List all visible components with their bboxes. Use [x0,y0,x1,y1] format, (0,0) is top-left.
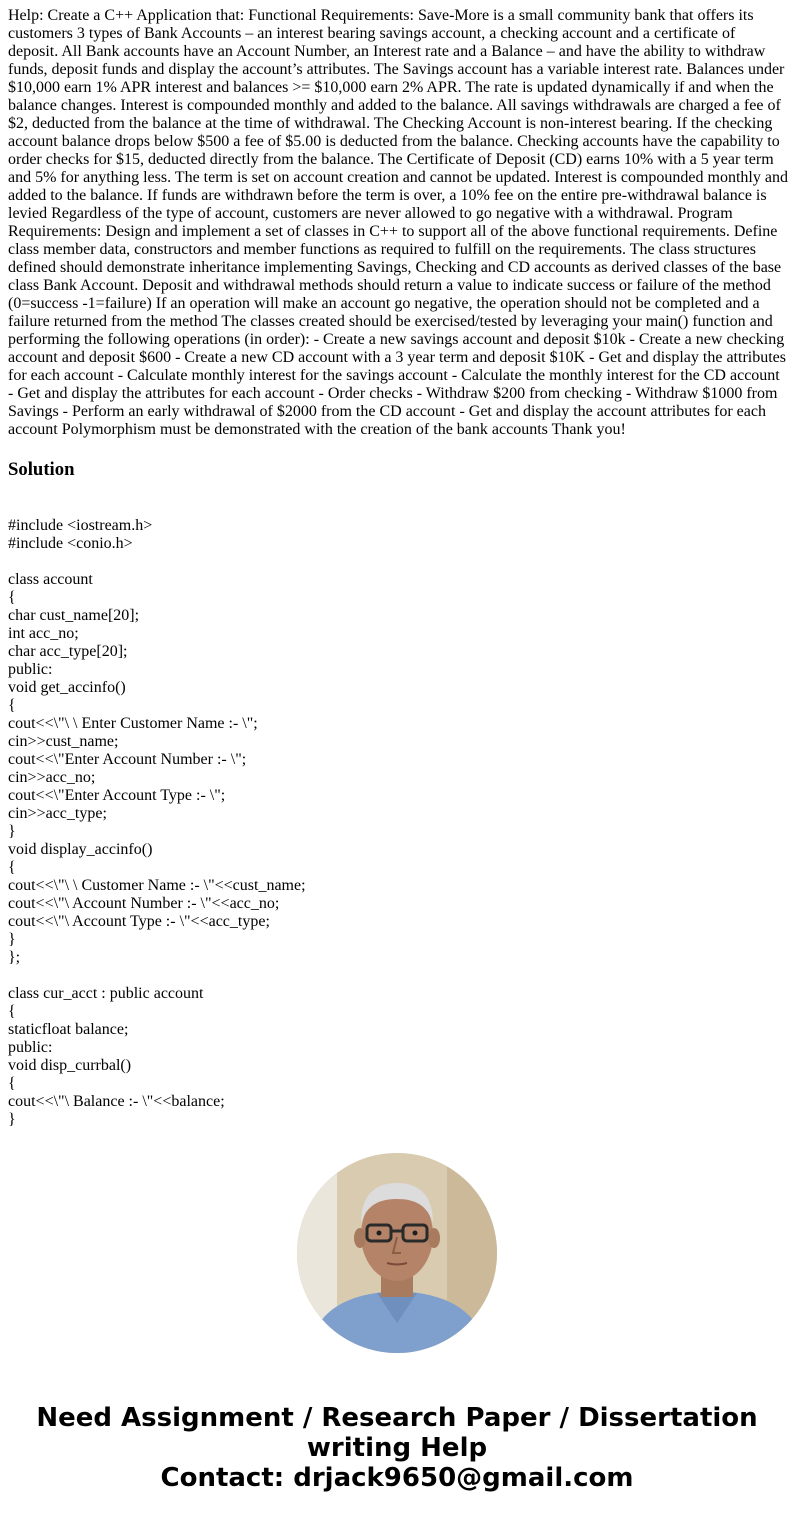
code-line: #include <iostream.h> [8,517,153,534]
code-line: cout<<\"\ Account Number :- \"<<acc_no; [8,895,280,912]
code-line: cin>>acc_type; [8,805,107,822]
code-line: cout<<\"\ \ Enter Customer Name :- \"; [8,715,258,732]
solution-heading: Solution [8,459,75,480]
code-line: cout<<\"\ \ Customer Name :- \"<<cust_name; [8,877,306,894]
code-line: cin>>acc_no; [8,769,96,786]
code-line: int acc_no; [8,625,79,642]
code-line [8,967,788,985]
code-line: void get_accinfo() [8,679,126,696]
code-line: char acc_type[20]; [8,643,128,660]
code-line: cout<<\"\ Balance :- \"<<balance; [8,1093,225,1110]
code-line: void display_accinfo() [8,841,153,858]
code-line: class cur_acct : public account [8,985,204,1002]
code-line: } [8,1111,16,1128]
code-line: } [8,823,16,840]
code-line: cout<<\"Enter Account Number :- \"; [8,751,247,768]
code-line: cout<<\"Enter Account Type :- \"; [8,787,226,804]
code-line: char cust_name[20]; [8,607,140,624]
code-line: { [8,1003,16,1020]
code-line: staticfloat balance; [8,1021,129,1038]
code-line: class account [8,571,93,588]
code-line: { [8,859,16,876]
promo-contact[interactable]: Contact: drjack9650@gmail.com [160,1463,634,1493]
promo-line-1: Need Assignment / Research Paper / Dissertation [36,1403,758,1433]
code-line: public: [8,661,53,678]
promo-banner [0,1403,794,1493]
solution-code [8,517,788,1129]
author-photo [297,1153,497,1353]
code-line: { [8,589,16,606]
code-line: #include <conio.h> [8,535,133,552]
code-line: { [8,697,16,714]
author-avatar [297,1153,497,1353]
question-text: Help: Create a C++ Application that: Functional Requirements: Save-More is a small community bank that offers its customers 3 types of Bank Accounts – an interest bearing savings account, a checking account and a certificate of deposit. All Bank accounts have an Account Number, an Interest rate and a Balance – and have the ability to withdraw funds, deposit funds and display the account’s attributes. The Savings account has a variable interest rate. Balances under $10,000 earn 1% APR interest and balances >= $10,000 earn 2% APR. The rate is updated dynamically if and when the balance changes. Interest is compounded monthly and added to the balance. All savings withdrawals are charged a fee of $2, deducted from the balance at the time of withdrawal. The Checking Account is non-interest bearing. If the checking account balance drops below $500 a fee of $5.00 is deducted from the balance. Checking accounts have the capability to order checks for $15, deducted directly from the balance. The Certificate of Deposit (CD) earns 10% with a 5 year term and 5% for anything less. The term is set on account creation and cannot be updated. Interest is compounded monthly and added to the balance. If funds are withdrawn before the term is over, a 10% fee on the entire pre-withdrawal balance is levied Regardless of the type of account, customers are never allowed to go negative with a withdrawal. Program Requirements: Design and implement a set of classes in C++ to support all of the above functional requirements. Define class member data, constructors and member functions as required to fulfill on the requirements. The class structures defined should demonstrate inheritance implementing Savings, Checking and CD accounts as derived classes of the base class Bank Account. Deposit and withdrawal methods should return a value to indicate success or failure of the method (0=success -1=failure) If an operation will make an account go negative, the operation should not be completed and a failure returned from the method The classes created should be exercised/tested by leveraging your main() function and performing the following operations (in order): - Create a new savings account and deposit $10k - Create a new checking account and deposit $600 - Create a new CD account with a 3 year term and deposit $10K - Get and display the attributes for each account - Calculate monthly interest for the savings account - Calculate the monthly interest for the CD account - Get and display the attributes for each account - Order checks - Withdraw $200 from checking - Withdraw $1000 from Savings - Perform an early withdrawal of $2000 from the CD account - Get and display the account attributes for each account Polymorphism must be demonstrated with the creation of the bank accounts Thank you! [8,7,788,438]
code-line: }; [8,949,21,966]
promo-line-2: writing Help [306,1433,488,1463]
code-line: { [8,1075,16,1092]
code-line: void disp_currbal() [8,1057,132,1074]
code-line: cout<<\"\ Account Type :- \"<<acc_type; [8,913,270,930]
code-line: cin>>cust_name; [8,733,119,750]
code-line: public: [8,1039,53,1056]
code-line: } [8,931,16,948]
code-line [8,553,788,571]
